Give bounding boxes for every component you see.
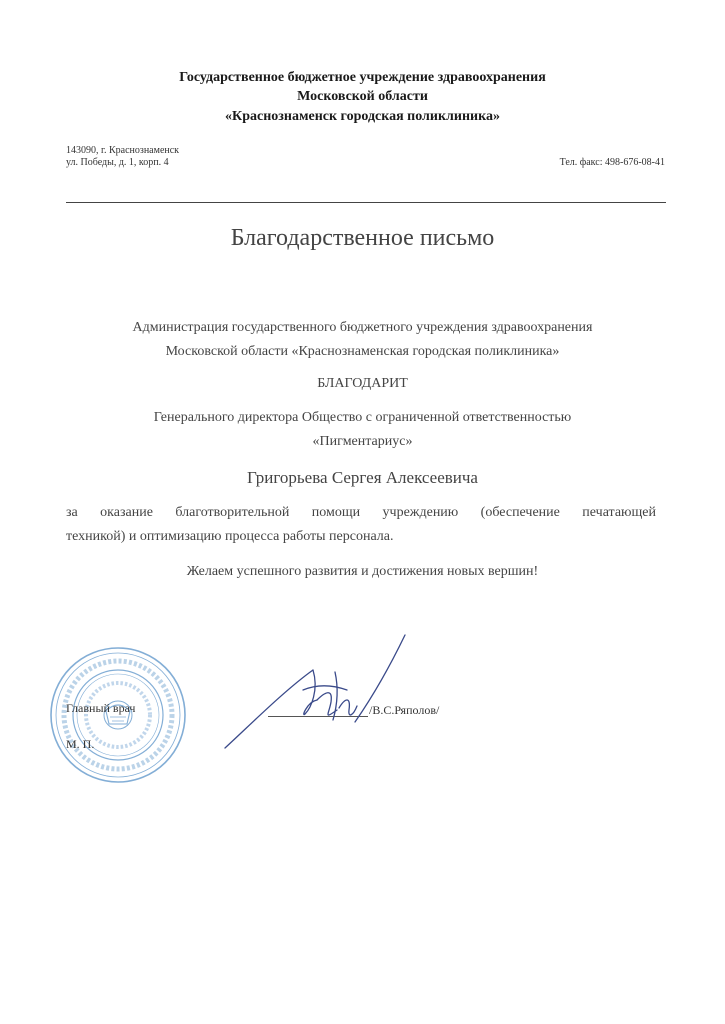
org-name-line-2: Московской области bbox=[297, 89, 428, 104]
signer-name: /В.С.Ряполов/ bbox=[369, 703, 440, 717]
wish-line: Желаем успешного развития и достижения новых вершин! bbox=[186, 564, 539, 579]
org-name-line-3: «Краснознаменск городская поликлиника» bbox=[225, 109, 500, 124]
stamp-place-label: М. П. bbox=[66, 737, 95, 751]
paragraph-admin-line-1: Администрация государственного бюджетного учреждения здравоохранения bbox=[132, 320, 593, 335]
paragraph-admin-line-2: Московской области «Краснознаменская городская поликлиника» bbox=[165, 344, 560, 359]
recipient-name: Григорьева Сергея Алексеевича bbox=[247, 468, 478, 487]
letter-title: Благодарственное письмо bbox=[230, 225, 495, 251]
header-divider bbox=[66, 202, 666, 203]
handwritten-signature-icon bbox=[215, 630, 415, 755]
address-line-2: ул. Победы, д. 1, корп. 4 bbox=[66, 157, 169, 168]
reason-line-1: за оказание благотворительной помощи учреждению (обеспечение печатающей bbox=[66, 505, 656, 520]
org-name-line-1: Государственное бюджетное учреждение здравоохранения bbox=[179, 70, 546, 85]
address-line-1: 143090, г. Краснознаменск bbox=[66, 145, 180, 156]
reason-line-2: техникой) и оптимизацию процесса работы персонала. bbox=[66, 529, 394, 544]
recipient-title-line-1: Генерального директора Общество с ограниченной ответственностью bbox=[153, 410, 572, 425]
phone-fax: Тел. факс: 498-676-08-41 bbox=[559, 157, 665, 168]
position-label: Главный врач bbox=[66, 701, 136, 715]
thanks-word: БЛАГОДАРИТ bbox=[317, 376, 408, 391]
recipient-title-line-2: «Пигментариус» bbox=[312, 434, 413, 449]
